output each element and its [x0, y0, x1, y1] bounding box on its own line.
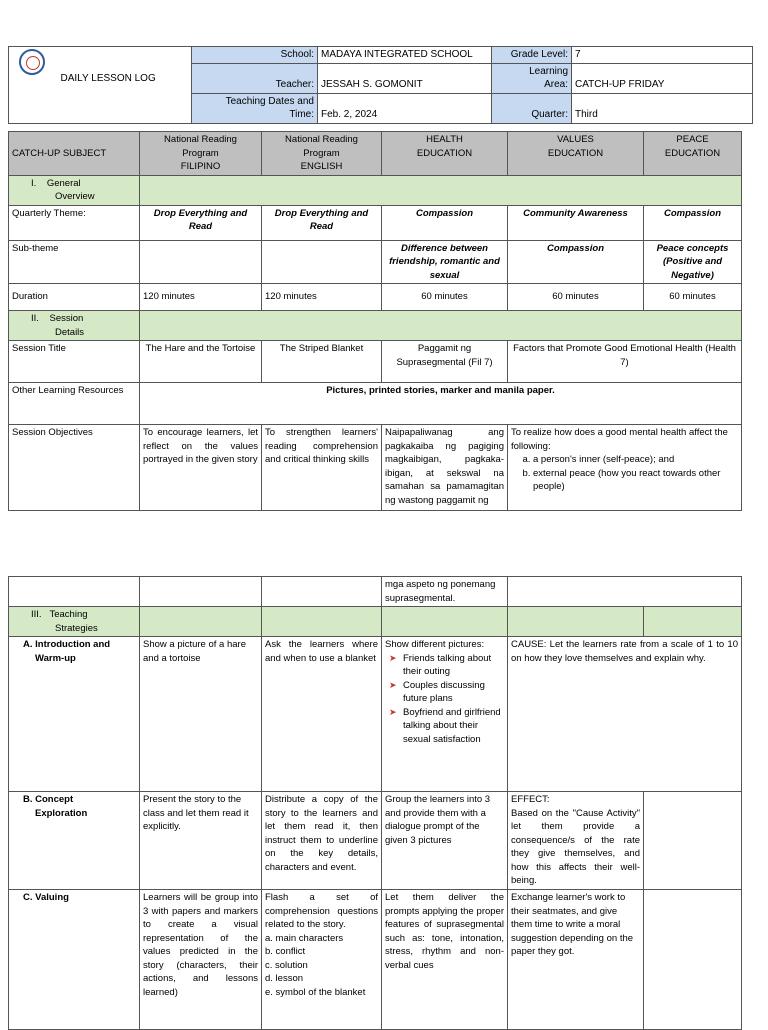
- quarter-label: Quarter:: [492, 93, 572, 123]
- section-title: I. General Overview: [9, 175, 140, 205]
- row-label: Session Objectives: [9, 425, 140, 511]
- lesson-table-part1: [8, 131, 742, 511]
- row-label: Other Learning Resources: [9, 383, 140, 425]
- row-label: B. Concept Exploration: [9, 792, 140, 890]
- section-title: II. Session Details: [9, 311, 140, 341]
- row-label: C. Valuing: [9, 890, 140, 1030]
- dates-value: Feb. 2, 2024: [318, 93, 492, 123]
- introduction-row: A. Introduction and Warm-up Show a picture of a hare and a tortoise Ask the learners where and when to use a blanket Show different pictures: ➤ Friends talking about their outing ➤ Couples discussing future plans ➤ Boyfriend and girlfriend talking about their sexual satisfaction CAUSE: Let the learners rate from a scale of 1 to 10 on how they love themselves and explain why.: [9, 637, 742, 792]
- teacher-value: JESSAH S. GOMONIT: [318, 63, 492, 93]
- col-health-header: HEALTH EDUCATION: [382, 132, 508, 176]
- row-label: Session Title: [9, 341, 140, 383]
- section-title: III. Teaching Strategies: [9, 607, 140, 637]
- col-values-header: VALUES EDUCATION: [508, 132, 644, 176]
- row-label: Duration: [9, 284, 140, 311]
- valuing-row: C. Valuing Learners will be group into 3 with papers and markers to create a visual representation of the values predicted in the story (characters, their actions, and lessons learned) Flash a set of comprehension questions related to the story. a. main characters b. conflict c. solution d. lesson e. symbol of the blanket Let them deliver the prompts applying the proper features of suprasegmental such as: tone, intonation, stress, rhythm and non-verbal cues Exchange learner's work to their seatmates, and give them time to write a moral suggestion depending on the paper they got.: [9, 890, 742, 1030]
- list-item: ➤ Couples discussing future plans: [389, 679, 485, 704]
- list-item: ➤ Friends talking about their outing: [389, 652, 492, 677]
- grade-value: 7: [572, 47, 753, 64]
- bullet-arrow-icon: ➤: [389, 706, 397, 717]
- grade-label: Grade Level:: [492, 47, 572, 64]
- quarter-value: Third: [572, 93, 753, 123]
- col-peace-header: PEACE EDUCATION: [644, 132, 742, 176]
- bullet-arrow-icon: ➤: [389, 652, 397, 663]
- list-item: ➤ Boyfriend and girlfriend talking about their sexual satisfaction: [389, 706, 501, 745]
- duration-row: Duration 120 minutes 120 minutes 60 minutes 60 minutes 60 minutes: [9, 284, 742, 311]
- session-title-row: Session Title The Hare and the Tortoise The Striped Blanket Paggamit ng Suprasegmental (Fil 7) Factors that Promote Good Emotional Health (Health 7): [9, 341, 742, 383]
- log-title: DAILY LESSON LOG: [60, 72, 156, 84]
- row-label: Sub-theme: [9, 240, 140, 284]
- area-value: CATCH-UP FRIDAY: [572, 63, 753, 93]
- concept-row: B. Concept Exploration Present the story to the class and let them read it explicitly. Distribute a copy of the story to the learners and let them read it, then instruct them to underline on the key details, characters and event. Group the learners into 3 and provide them with a dialogue prompt of the given 3 pictures EFFECT: Based on the "Cause Activity" let them provide a consequence/s of the rate they give themselves, and how this affects their well-being.: [9, 792, 742, 890]
- resources-row: Other Learning Resources Pictures, printed stories, marker and manila paper.: [9, 383, 742, 425]
- lesson-table-part2: [8, 576, 742, 1030]
- subtheme-row: Sub-theme Difference between friendship, romantic and sexual Compassion Peace concepts (Positive and Negative): [9, 240, 742, 284]
- school-value: MADAYA INTEGRATED SCHOOL: [318, 47, 492, 64]
- header-table: [8, 46, 753, 124]
- section-session-details: [9, 311, 742, 341]
- section-general-overview: [9, 175, 742, 205]
- bullet-arrow-icon: ➤: [389, 679, 397, 690]
- objectives-row: Session Objectives To encourage learners, let reflect on the values portrayed in the given story To strengthen learners' reading comprehension and critical thinking skills Naipapaliwanag ang pagkakaiba ng pagiging magkaibigan, pagkaka-ibigan, at sekswal na samahan sa pamamagitan ng wastong paggamit ng To realize how does a good mental health affect the following: a. a person's inner (self-peace); and b. external peace (how you react towards other people): [9, 425, 742, 511]
- objectives-continued-row: mga aspeto ng ponemang suprasegmental.: [9, 577, 742, 607]
- row-label: A. Introduction and Warm-up: [9, 637, 140, 792]
- teacher-label: Teacher:: [192, 63, 318, 93]
- subject-header: CATCH-UP SUBJECT: [9, 132, 140, 176]
- deped-seal-icon: [19, 49, 45, 75]
- col-english-header: National Reading Program ENGLISH: [262, 132, 382, 176]
- row-label: Quarterly Theme:: [9, 205, 140, 240]
- column-header-row: [9, 132, 742, 176]
- section-teaching-strategies: [9, 607, 742, 637]
- school-label: School:: [192, 47, 318, 64]
- col-filipino-header: National Reading Program FILIPINO: [140, 132, 262, 176]
- dates-label: Teaching Dates and Time:: [192, 93, 318, 123]
- area-label: Learning Area:: [492, 63, 572, 93]
- log-title-cell: [9, 47, 192, 124]
- picture-list: [385, 652, 504, 747]
- quarterly-theme-row: Quarterly Theme: Drop Everything and Read Drop Everything and Read Compassion Community Awareness Compassion: [9, 205, 742, 240]
